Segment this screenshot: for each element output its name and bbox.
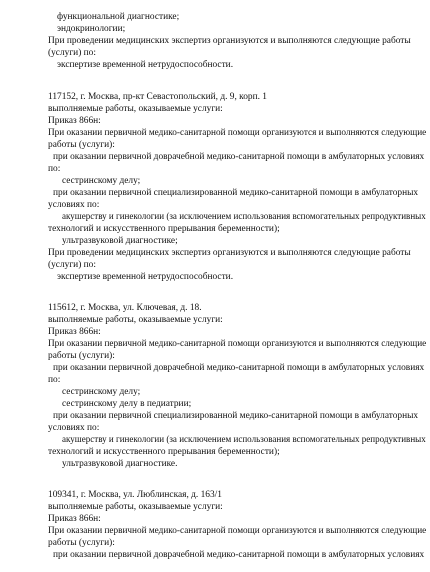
text-line: выполняемые работы, оказываемые услуги: [48, 315, 223, 325]
text-line: при оказании первичной доврачебной медико-санитарной помощи в амбулаторных условиях [53, 363, 425, 373]
text-line: условиях по: [48, 423, 100, 433]
text-line: технологий и искусственного прерывания беременности); [48, 224, 280, 234]
text-line: сестринскому делу; [62, 387, 141, 397]
text-line: (услуги) по: [48, 260, 96, 270]
text-line: акушерству и гинекологии (за исключением использования вспомогательных репродуктивных [62, 212, 426, 222]
text-line: экспертизе временной нетрудоспособности. [57, 272, 234, 282]
address-heading: 115612, г. Москва, ул. Ключевая, д. 18. [48, 303, 202, 313]
text-line: При проведении медицинских экспертиз организуются и выполняются следующие работы [48, 36, 411, 46]
address-heading: 117152, г. Москва, пр-кт Севастопольский, д. 9, корп. 1 [48, 92, 267, 102]
text-line: выполняемые работы, оказываемые услуги: [48, 502, 223, 512]
text-line: функциональной диагностике; [57, 12, 180, 22]
text-line: выполняемые работы, оказываемые услуги: [48, 104, 223, 114]
text-line: сестринскому делу в педиатрии; [62, 399, 192, 409]
text-line: При оказании первичной медико-санитарной помощи организуются и выполняются следующие [48, 339, 427, 349]
text-line: работы (услуги): [48, 351, 115, 361]
text-line: при оказании первичной доврачебной медико-санитарной помощи в амбулаторных условиях [53, 550, 425, 560]
text-line: экспертизе временной нетрудоспособности. [57, 60, 234, 70]
text-line: условиях по: [48, 200, 100, 210]
address-heading: 109341, г. Москва, ул. Люблинская, д. 163/1 [48, 490, 222, 500]
text-line: При оказании первичной медико-санитарной помощи организуются и выполняются следующие [48, 128, 427, 138]
text-line: технологий и искусственного прерывания беременности); [48, 447, 280, 457]
text-line: ультразвуковой диагностике; [62, 236, 178, 246]
text-line: акушерству и гинекологии (за исключением использования вспомогательных репродуктивных [62, 435, 426, 445]
text-line: (услуги) по: [48, 48, 96, 58]
text-line: при оказании первичной доврачебной медико-санитарной помощи в амбулаторных условиях [53, 152, 425, 162]
text-line: сестринскому делу; [62, 176, 141, 186]
text-line: работы (услуги): [48, 140, 115, 150]
text-line: по: [48, 375, 61, 385]
text-line: работы (услуги): [48, 538, 115, 548]
text-line: При оказании первичной медико-санитарной помощи организуются и выполняются следующие [48, 526, 427, 536]
order-reference: Приказ 866н: [48, 116, 101, 126]
text-line: эндокринологии; [57, 24, 126, 34]
text-line: ультразвуковой диагностике. [62, 459, 178, 469]
order-reference: Приказ 866н: [48, 327, 101, 337]
text-line: по: [48, 164, 61, 174]
order-reference: Приказ 866н: [48, 514, 101, 524]
text-line: при оказании первичной специализированной медико-санитарной помощи в амбулаторных [53, 411, 419, 421]
text-line: При проведении медицинских экспертиз организуются и выполняются следующие работы [48, 248, 411, 258]
text-line: при оказании первичной специализированной медико-санитарной помощи в амбулаторных [53, 188, 419, 198]
